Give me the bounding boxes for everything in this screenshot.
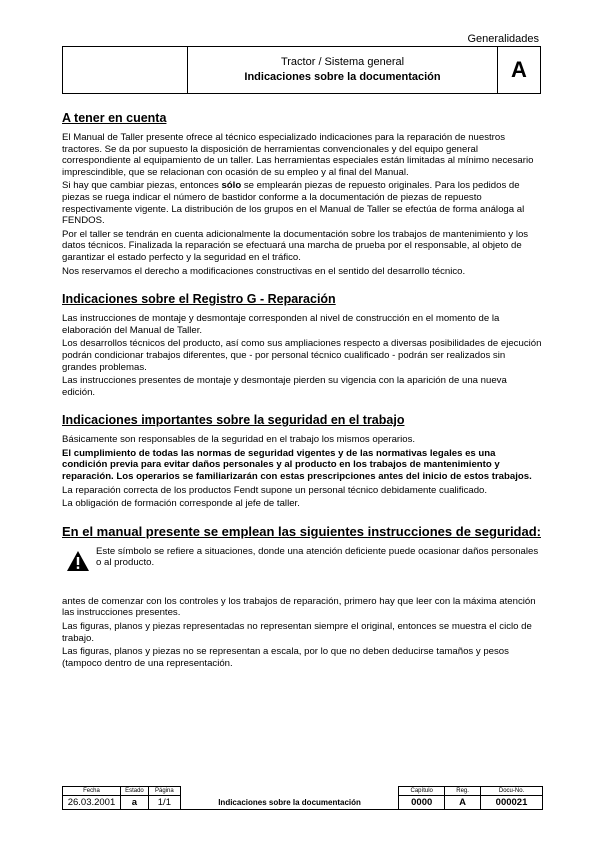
paragraph: Básicamente son responsables de la seguridad en el trabajo los mismos operarios. (62, 434, 416, 446)
paragraph-bold: El cumplimiento de todas las normas de seguridad vigentes y de las normativas legales es una condición previa para evitar daños personales y al producto en los trabajos de mantenimiento y reparación. Los operarios se familiarizarán con estas prescripciones antes del inicio de estos trabajos. (62, 447, 532, 483)
footer-title: Indicaciones sobre la documentación (180, 796, 398, 810)
footer-label-pagina: Página (148, 787, 180, 796)
footer-estado: a (120, 796, 148, 810)
paragraph: Las figuras, planos y piezas representadas no representan siempre el original, entonces se muestra el ciclo de trabajo. (62, 621, 532, 644)
paragraph: El Manual de Taller presente ofrece al técnico especializado indicaciones para la reparación de nuestros tractores. Se da por supuesto la disposición de herramientas convencionales y del equipo general correspondiente al equipamiento de un taller. Las herramientas especiales están limitadas al mínimo necesario imprescindible, que se relacionan con ocasión de su empleo y al final del Manual. (62, 132, 534, 178)
warning-triangle-icon (66, 550, 90, 572)
section-heading: A tener en cuenta (62, 111, 167, 125)
header-title-cell (188, 47, 497, 93)
paragraph: Los desarrollos técnicos del producto, así como sus ampliaciones respecto a diversas posibilidades de ejecución podrán condicionar trabajos diferentes, que - por personal técnico cualificado - podrán ser realizados sin grandes problemas. (62, 338, 542, 373)
paragraph: antes de comenzar con los controles y los trabajos de reparación, primero hay que leer con la máxima atención las instrucciones presentes. (62, 595, 536, 619)
paragraph: Las instrucciones presentes de montaje y desmontaje pierden su vigencia con la aparición de una nueva edición. (62, 375, 507, 398)
document-header (62, 46, 541, 94)
header-logo-cell (63, 47, 188, 93)
footer-reg: A (445, 796, 481, 810)
section-registro-g (62, 291, 542, 398)
footer-label-fecha: Fecha (63, 787, 121, 796)
footer-fecha: 26.03.2001 (63, 796, 121, 810)
section-label: Generalidades (467, 33, 539, 45)
paragraph: La obligación de formación corresponde al jefe de taller. (62, 498, 300, 510)
footer-pagina: 1/1 (148, 796, 180, 810)
section-heading: En el manual presente se emplean las siguientes instrucciones de seguridad: (62, 523, 541, 539)
footer-docu: 000021 (481, 796, 543, 810)
section-heading: Indicaciones importantes sobre la seguridad en el trabajo (62, 413, 405, 428)
warning-text: Este símbolo se refiere a situaciones, donde una atención deficiente puede ocasionar daños personales o al producto. (96, 545, 539, 569)
section-seguridad (62, 412, 542, 510)
paragraph-part: se emplearán piezas de repuesto originales. Para los pedidos de piezas se ruega indicar el número de bastidor conforme a la documentación de piezas de repuesto respectivamente vigente. La distribución de los grupos en el Manual de Taller se efectúa de forma análoga al FENDOS. (62, 180, 525, 227)
paragraph: Por el taller se tendrán en cuenta adicionalmente la documentación sobre los trabajos de mantenimiento y los datos técnicos. Finalizada la reparación se efectuará una marcha de prueba por el responsable, al objeto de garantizar el estado perfecto y la seguridad en el tráfico. (62, 228, 529, 263)
footer-label-estado: Estado (120, 787, 148, 796)
emphasis: sólo (221, 180, 242, 192)
paragraph: Las figuras, planos y piezas no se representan a escala, por lo que no deben deducirse tamaños y pesos (tampoco dentro de una representación. (62, 646, 509, 669)
footer-label-capitulo: Capítulo (399, 787, 445, 796)
footer-label-docu: Docu-No. (481, 787, 543, 796)
header-letter: A (497, 47, 540, 93)
header-line2: Indicaciones sobre la documentación (244, 71, 441, 83)
section-heading: Indicaciones sobre el Registro G - Reparación (62, 292, 336, 307)
section-a-tener-en-cuenta (62, 110, 542, 277)
document-footer (62, 786, 543, 810)
paragraph-part: Si hay que cambiar piezas, entonces (62, 180, 222, 192)
paragraph: Las instrucciones de montaje y desmontaje corresponden al nivel de construcción en el momento de la elaboración del Manual de Taller. (62, 313, 500, 336)
footer-capitulo: 0000 (399, 796, 445, 810)
paragraph: Nos reservamos el derecho a modificaciones constructivas en el sentido del desarrollo técnico. (62, 265, 466, 277)
footer-title-cell-top (180, 787, 398, 796)
paragraph: La reparación correcta de los productos Fendt supone un personal técnico debidamente cualificado. (62, 484, 488, 496)
warning-note (66, 546, 542, 572)
section-instrucciones (62, 524, 542, 670)
footer-label-reg: Reg. (445, 787, 481, 796)
footer-table (62, 786, 543, 810)
header-line1: Tractor / Sistema general (280, 56, 405, 68)
document-body (62, 110, 542, 683)
paragraph (62, 180, 542, 226)
